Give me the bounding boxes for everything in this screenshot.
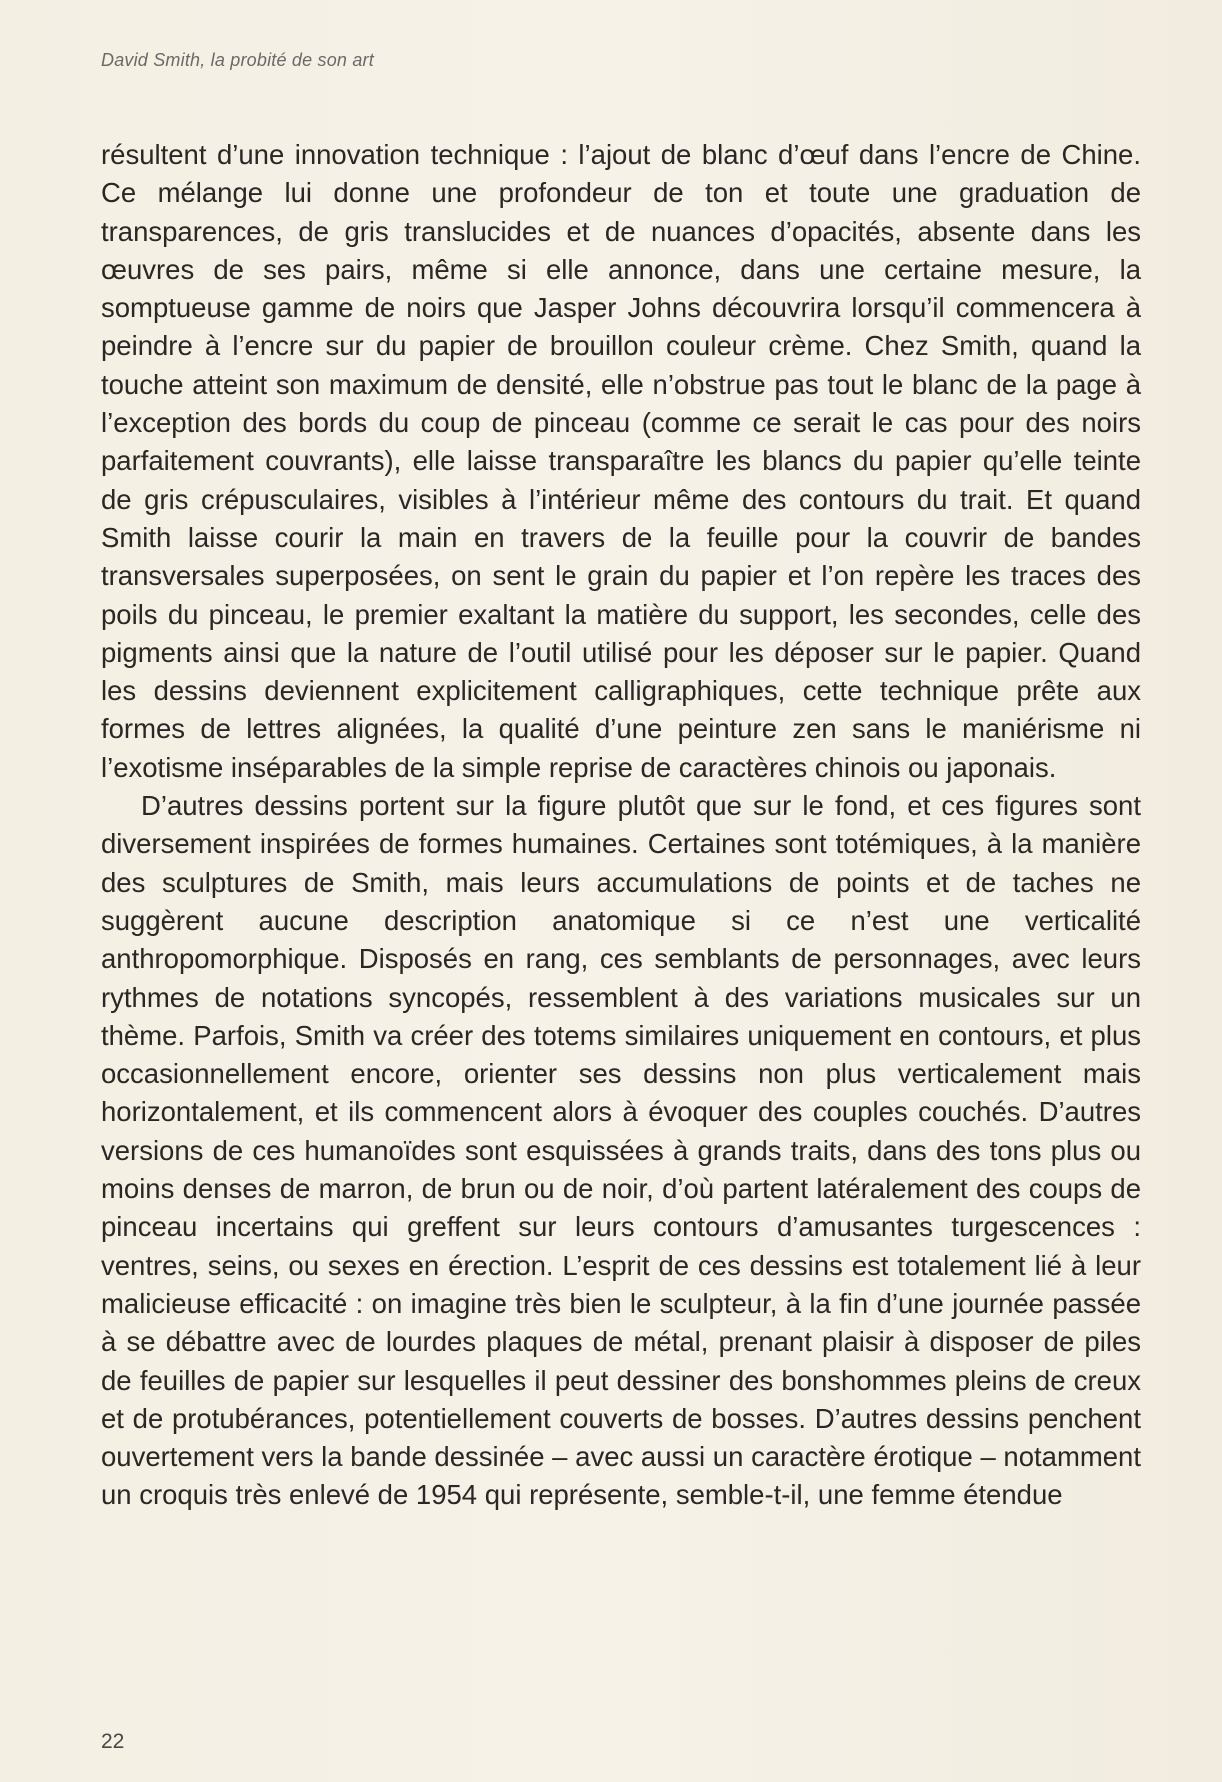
paragraph: D’autres dessins portent sur la figure plutôt que sur le fond, et ces figures sont diversement inspirées de formes humaines. Certaines sont totémiques, à la manière des sculptures de Smith, mais leurs accumulations de points et de taches ne suggèrent aucune description anatomique si ce n’est une verticalité anthropomorphique. Disposés en rang, ces semblants de personnages, avec leurs rythmes de notations syncopés, ressemblent à des variations musicales sur un thème. Parfois, Smith va créer des totems similaires uniquement en contours, et plus occasionnellement encore, orienter ses dessins non plus verticalement mais horizontalement, et ils commencent alors à évoquer des couples couchés. D’autres versions de ces humanoïdes sont esquissées à grands traits, dans des tons plus ou moins denses de marron, de brun ou de noir, d’où partent latéralement des coups de pinceau incertains qui greffent sur leurs contours d’amusantes turgescences : ventres, seins, ou sexes en érection. L’esprit de ces dessins est totalement lié à leur malicieuse efficacité : on imagine très bien le sculpteur, à la fin d’une journée passée à se débattre avec de lourdes plaques de métal, prenant plaisir à disposer de piles de feuilles de papier sur lesquelles il peut dessiner des bonshommes pleins de creux et de protubérances, potentiellement couverts de bosses. D’autres dessins penchent ouvertement vers la bande dessinée – avec aussi un caractère érotique – notamment un croquis très enlevé de 1954 qui représente, semble-t-il, une femme étendue [101,790,1141,1511]
page-number: 22 [101,1730,125,1753]
running-head: David Smith, la probité de son art [101,50,374,70]
paragraph: résultent d’une innovation technique : l’ajout de blanc d’œuf dans l’encre de Chine. Ce mélange lui donne une profondeur de ton et toute une graduation de transparences, de gris translucides et de nuances d’opacités, absente dans les œuvres de ses pairs, même si elle annonce, dans une certaine mesure, la somptueuse gamme de noirs que Jasper Johns découvrira lorsqu’il commencera à peindre à l’encre sur du papier de brouillon couleur crème. Chez Smith, quand la touche atteint son maximum de densité, elle n’obstrue pas tout le blanc de la page à l’exception des bords du coup de pinceau (comme ce serait le cas pour des noirs parfaitement couvrants), elle laisse transparaître les blancs du papier qu’elle teinte de gris crépusculaires, visibles à l’intérieur même des contours du trait. Et quand Smith laisse courir la main en travers de la feuille pour la couvrir de bandes transversales superposées, on sent le grain du papier et l’on repère les traces des poils du pinceau, le premier exaltant la matière du support, les secondes, celle des pigments ainsi que la nature de l’outil utilisé pour les déposer sur le papier. Quand les dessins deviennent explicitement calligraphiques, cette technique prête aux formes de lettres alignées, la qualité d’une peinture zen sans le maniérisme ni l’exotisme inséparables de la simple reprise de caractères chinois ou japonais. [101,139,1141,783]
body-text [101,136,1141,1515]
